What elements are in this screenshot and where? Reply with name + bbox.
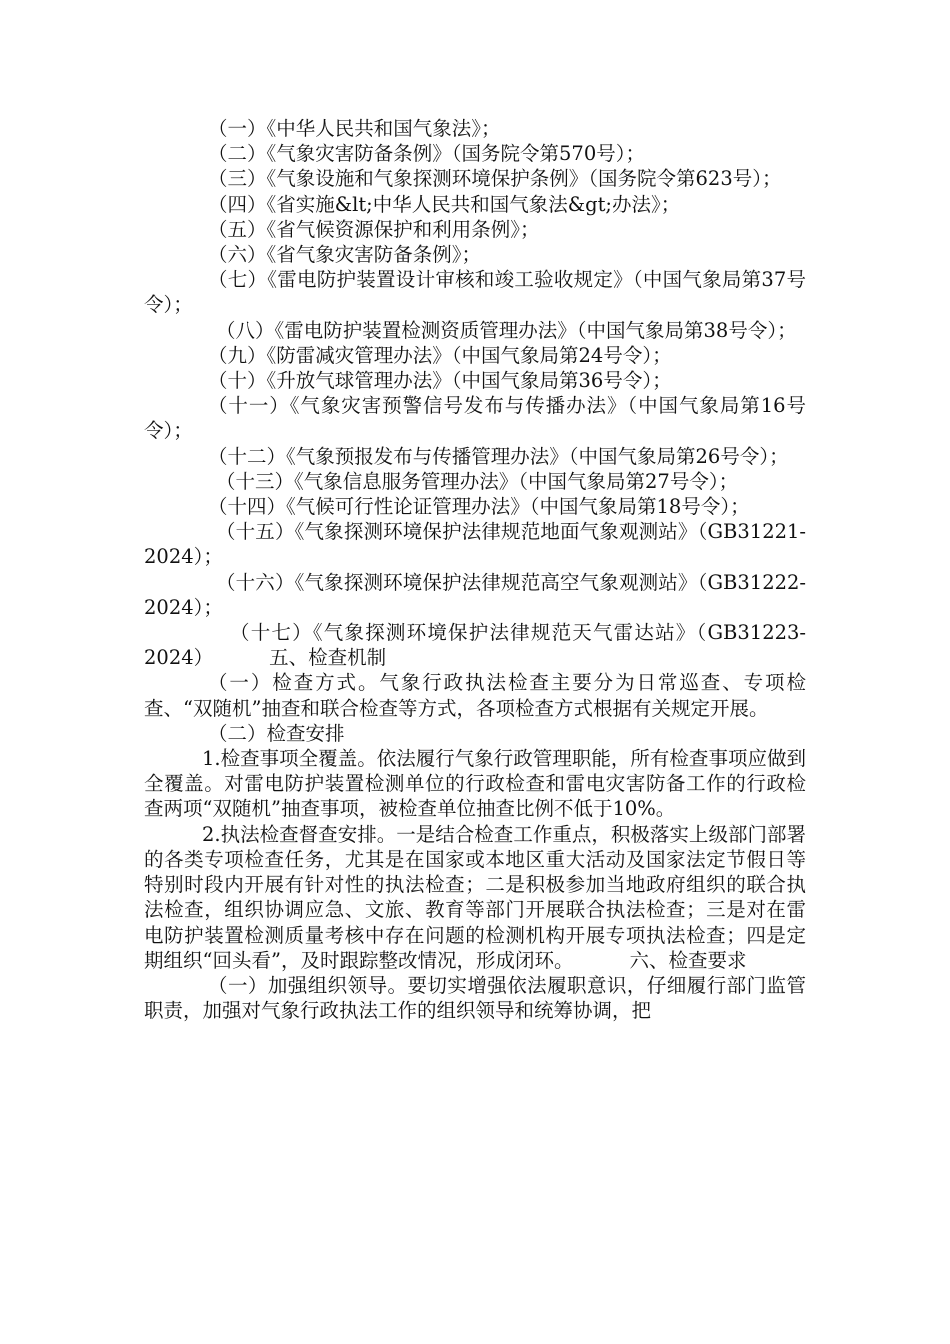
law-item: （一）《中华人民共和国气象法》；	[208, 117, 501, 140]
paragraph-organization-leadership: （一）加强组织领导。要切实增强依法履职意识，仔细履行部门监管职责，加强对气象行政执法工作的组织领导和统筹协调，把	[144, 973, 806, 1023]
law-item: （十七）《气象探测环境保护法律规范天气雷达站》（GB31223-2024）	[144, 621, 806, 670]
paragraph-full-coverage: 1.检查事项全覆盖。依法履行气象行政管理职能，所有检查事项应做到全覆盖。对雷电防护装置检测单位的行政检查和雷电灾害防备工作的行政检查两项“双随机”抽查事项，被检查单位抽查比例不低于10%。	[144, 747, 806, 821]
law-item: （十三）《气象信息服务管理办法》（中国气象局第27号令）；	[216, 469, 739, 493]
law-item: （十二）《气象预报发布与传播管理办法》（中国气象局第26号令）；	[208, 444, 789, 468]
law-item: （九）《防雷减灾管理办法》（中国气象局第24号令）；	[208, 343, 672, 367]
law-item: （七）《雷电防护装置设计审核和竣工验收规定》（中国气象局第37号令）；	[144, 268, 806, 317]
law-item-with-heading	[144, 620, 806, 670]
section-heading-5: 五、检查机制	[269, 646, 387, 670]
law-item: （八）《雷电防护装置检测资质管理办法》（中国气象局第38号令）；	[216, 318, 797, 342]
section-heading-6: 六、检查要求	[629, 948, 747, 972]
paragraph-inspection-method: （一）检查方式。气象行政执法检查主要分为日常巡查、专项检查、“双随机”抽查和联合检查等方式，各项检查方式根据有关规定开展。	[144, 671, 806, 720]
document-page	[144, 116, 806, 1023]
law-item: （四）《省实施&lt;中华人民共和国气象法&gt;办法》；	[208, 192, 681, 216]
law-item: （十）《升放气球管理办法》（中国气象局第36号令）；	[208, 369, 672, 393]
paragraph-supervision-arrangement	[144, 822, 806, 973]
law-item: （十一）《气象灾害预警信号发布与传播办法》（中国气象局第16号令）；	[144, 394, 806, 443]
law-item: （十四）《气候可行性论证管理办法》（中国气象局第18号令）；	[208, 495, 750, 519]
law-item: （六）《省气象灾害防备条例》；	[208, 243, 482, 267]
law-item: （二）《气象灾害防备条例》（国务院令第570号）；	[208, 142, 645, 166]
law-item: （五）《省气候资源保护和利用条例》；	[208, 217, 540, 241]
law-item: （三）《气象设施和气象探测环境保护条例》（国务院令第623号）；	[208, 167, 782, 191]
subheading-inspection-arrangement: （二）检查安排	[208, 721, 345, 745]
paragraph-text: 2.执法检查督查安排。一是结合检查工作重点，积极落实上级部门部署的各类专项检查任务，尤其是在国家或本地区重大活动及国家法定节假日等特别时段内开展有针对性的执法检查；二是积极参加当地政府组织的联合执法检查，组织协调应急、文旅、教育等部门开展联合执法检查；三是对在雷电防护装置检测质量考核中存在问题的检测机构开展专项执法检查；四是定期组织“回头看”，及时跟踪整改情况，形成闭环。	[144, 822, 806, 972]
law-item: （十六）《气象探测环境保护法律规范高空气象观测站》（GB31222-2024）；	[144, 570, 806, 619]
law-item: （十五）《气象探测环境保护法律规范地面气象观测站》（GB31221-2024）；	[144, 520, 806, 569]
